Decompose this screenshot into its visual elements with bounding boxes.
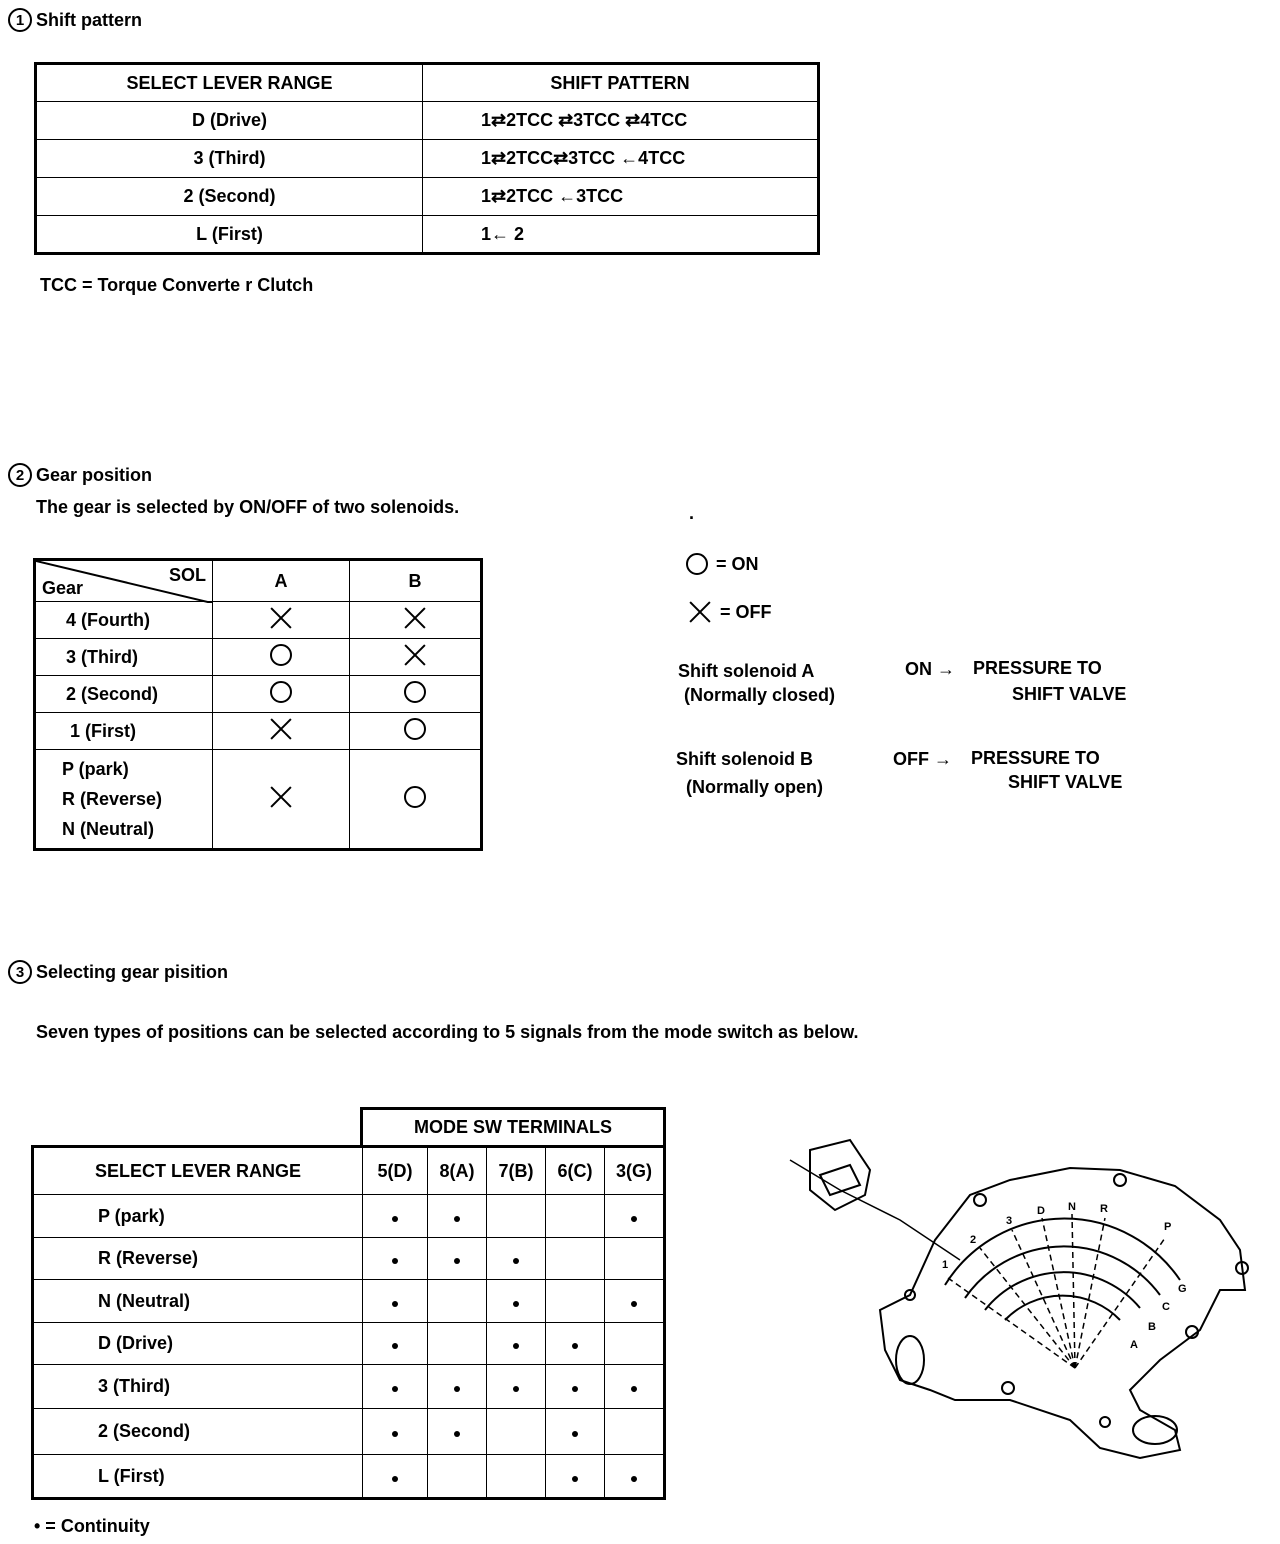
- table-row: [36, 140, 819, 178]
- table-row: [35, 750, 482, 850]
- diagram-labels: [942, 1201, 1187, 1351]
- continuity-cell: [605, 1238, 665, 1280]
- pattern-cell: 1← 2: [423, 216, 819, 254]
- section1-heading: [8, 8, 142, 32]
- table-row: [35, 713, 482, 750]
- label-c: C: [1162, 1301, 1170, 1313]
- gear-position-table: [33, 558, 483, 851]
- table-row: [33, 1409, 665, 1455]
- continuity-cell: [605, 1280, 665, 1323]
- continuity-dot-icon: [454, 1386, 460, 1392]
- section2-number: 2: [8, 463, 32, 487]
- continuity-cell: [487, 1323, 546, 1365]
- tcc-note: TCC = Torque Converte r Clutch: [40, 275, 314, 295]
- continuity-cell: [363, 1323, 428, 1365]
- range-cell: L (First): [36, 216, 423, 254]
- legend-off-label: = OFF: [720, 601, 772, 622]
- col-header-terminal: 8(A): [428, 1147, 487, 1195]
- col-header-terminal: 6(C): [546, 1147, 605, 1195]
- continuity-dot-icon: [513, 1343, 519, 1349]
- continuity-cell: [487, 1280, 546, 1323]
- pattern-cell: 1⇄2TCC⇄3TCC ←4TCC: [423, 140, 819, 178]
- table-row: [36, 102, 819, 140]
- sol-b-name: Shift solenoid B: [676, 749, 813, 769]
- label-2: 2: [970, 1234, 977, 1246]
- label-a: A: [1130, 1339, 1138, 1351]
- continuity-cell: [487, 1365, 546, 1409]
- sol-a-result1: PRESSURE TO: [973, 658, 1102, 678]
- sol-b-cell: [350, 676, 482, 713]
- continuity-dot-icon: [631, 1216, 637, 1222]
- continuity-dot-icon: [513, 1301, 519, 1307]
- sol-b-cell: [350, 602, 482, 639]
- mode-sw-header: MODE SW TERMINALS: [360, 1107, 666, 1145]
- gear-park: P (park): [62, 759, 129, 779]
- table-row: [35, 639, 482, 676]
- continuity-cell: [363, 1455, 428, 1499]
- continuity-dot-icon: [513, 1258, 519, 1264]
- continuity-cell: [428, 1323, 487, 1365]
- continuity-dot-icon: [572, 1431, 578, 1437]
- sol-b-state: (Normally open): [686, 777, 824, 797]
- on-circle-icon: [686, 553, 708, 575]
- section3-title: Selecting gear pisition: [36, 961, 229, 982]
- table-row: [35, 602, 482, 639]
- range-cell: D (Drive): [33, 1323, 363, 1365]
- continuity-cell: [428, 1365, 487, 1409]
- continuity-dot-icon: [392, 1476, 398, 1482]
- continuity-cell: [487, 1455, 546, 1499]
- table-row: [36, 178, 819, 216]
- continuity-note: • = Continuity: [34, 1516, 150, 1536]
- continuity-cell: [605, 1455, 665, 1499]
- continuity-cell: [487, 1195, 546, 1238]
- off-x-icon: [269, 717, 293, 741]
- continuity-cell: [428, 1238, 487, 1280]
- continuity-cell: [428, 1280, 487, 1323]
- continuity-cell: [428, 1409, 487, 1455]
- on-circle-icon: [270, 681, 292, 703]
- off-x-icon: [403, 606, 427, 630]
- continuity-dot-icon: [631, 1301, 637, 1307]
- sol-b-cell: [350, 750, 482, 850]
- gear-cell: 1 (First): [35, 713, 213, 750]
- col-header-terminal: 7(B): [487, 1147, 546, 1195]
- legend-on-label: = ON: [716, 553, 759, 574]
- sol-a-state: (Normally closed): [684, 685, 836, 705]
- continuity-cell: [546, 1323, 605, 1365]
- off-x-icon: [269, 606, 293, 630]
- sol-a-action: ON →: [905, 659, 956, 679]
- shift-pattern-table: [34, 62, 820, 255]
- continuity-cell: [363, 1365, 428, 1409]
- table-row: [33, 1455, 665, 1499]
- range-cell: 3 (Third): [36, 140, 423, 178]
- sol-b-cell: [350, 713, 482, 750]
- continuity-cell: [546, 1409, 605, 1455]
- continuity-cell: [428, 1455, 487, 1499]
- gear-cell: 4 (Fourth): [35, 602, 213, 639]
- table-row: [35, 676, 482, 713]
- gear-cell: 2 (Second): [35, 676, 213, 713]
- table-header-row: [36, 64, 819, 102]
- corner-header: [35, 560, 213, 602]
- continuity-cell: [546, 1238, 605, 1280]
- section1-title: Shift pattern: [36, 9, 142, 30]
- section3-description: Seven types of positions can be selected according to 5 signals from the mode switch as below.: [36, 1022, 859, 1042]
- continuity-dot-icon: [454, 1431, 460, 1437]
- sol-a-result2: SHIFT VALVE: [1012, 684, 1127, 704]
- off-x-icon: [688, 600, 712, 624]
- off-x-icon: [403, 643, 427, 667]
- range-cell: N (Neutral): [33, 1280, 363, 1323]
- continuity-cell: [605, 1409, 665, 1455]
- on-circle-icon: [270, 644, 292, 666]
- label-r: R: [1100, 1203, 1108, 1215]
- table-row: [33, 1323, 665, 1365]
- label-b: B: [1148, 1321, 1156, 1333]
- section3-heading: [8, 960, 228, 984]
- stray-dot: .: [689, 503, 695, 523]
- continuity-cell: [363, 1409, 428, 1455]
- continuity-cell: [546, 1195, 605, 1238]
- pattern-cell: 1⇄2TCC ←3TCC: [423, 178, 819, 216]
- continuity-dot-icon: [392, 1216, 398, 1222]
- label-1: 1: [942, 1259, 949, 1271]
- continuity-cell: [546, 1455, 605, 1499]
- continuity-cell: [487, 1238, 546, 1280]
- continuity-dot-icon: [392, 1343, 398, 1349]
- continuity-cell: [363, 1195, 428, 1238]
- label-n: N: [1068, 1201, 1076, 1213]
- table-row: [33, 1238, 665, 1280]
- legend-on: [686, 553, 759, 575]
- range-cell: P (park): [33, 1195, 363, 1238]
- continuity-dot-icon: [572, 1386, 578, 1392]
- sol-a-cell: [213, 676, 350, 713]
- label-3: 3: [1006, 1215, 1013, 1227]
- continuity-dot-icon: [454, 1216, 460, 1222]
- col-header-terminal: 5(D): [363, 1147, 428, 1195]
- continuity-cell: [487, 1409, 546, 1455]
- label-p: P: [1164, 1221, 1172, 1233]
- continuity-dot-icon: [631, 1476, 637, 1482]
- continuity-dot-icon: [572, 1476, 578, 1482]
- gear-reverse: R (Reverse): [62, 789, 163, 809]
- col-header-range: SELECT LEVER RANGE: [33, 1147, 363, 1195]
- col-header-b: B: [350, 560, 482, 602]
- continuity-cell: [428, 1195, 487, 1238]
- col-header-a: A: [213, 560, 350, 602]
- continuity-dot-icon: [631, 1386, 637, 1392]
- label-d: D: [1037, 1205, 1045, 1217]
- corner-sol-label: SOL: [168, 565, 206, 585]
- pattern-cell: 1⇄2TCC ⇄3TCC ⇄4TCC: [423, 102, 819, 140]
- sol-b-cell: [350, 639, 482, 676]
- corner-gear-label: Gear: [42, 578, 84, 598]
- continuity-dot-icon: [513, 1386, 519, 1392]
- section2-title: Gear position: [36, 464, 153, 485]
- col-header-terminal: 3(G): [605, 1147, 665, 1195]
- mode-switch-diagram: [780, 1130, 1270, 1460]
- continuity-cell: [605, 1365, 665, 1409]
- on-circle-icon: [404, 786, 426, 808]
- sol-a-cell: [213, 750, 350, 850]
- switch-body: [790, 1140, 1248, 1458]
- table-row: [33, 1280, 665, 1323]
- continuity-dot-icon: [392, 1431, 398, 1437]
- section3-number: 3: [8, 960, 32, 984]
- gear-cell: 3 (Third): [35, 639, 213, 676]
- on-circle-icon: [404, 681, 426, 703]
- continuity-cell: [605, 1195, 665, 1238]
- range-cell: R (Reverse): [33, 1238, 363, 1280]
- mode-switch-table: [31, 1145, 666, 1500]
- section2-heading: [8, 463, 152, 487]
- off-x-icon: [269, 785, 293, 809]
- range-cell: D (Drive): [36, 102, 423, 140]
- section2-subtitle: The gear is selected by ON/OFF of two solenoids.: [36, 497, 460, 517]
- gear-neutral: N (Neutral): [62, 819, 155, 839]
- col-header-range: SELECT LEVER RANGE: [36, 64, 423, 102]
- continuity-cell: [546, 1365, 605, 1409]
- range-cell: 2 (Second): [36, 178, 423, 216]
- sol-b-result2: SHIFT VALVE: [1008, 772, 1123, 792]
- continuity-cell: [363, 1280, 428, 1323]
- continuity-cell: [605, 1323, 665, 1365]
- gear-cell-prn: [35, 750, 213, 850]
- continuity-dot-icon: [572, 1343, 578, 1349]
- table-row: [33, 1365, 665, 1409]
- continuity-cell: [546, 1280, 605, 1323]
- continuity-dot-icon: [454, 1258, 460, 1264]
- table-header-row: [33, 1147, 665, 1195]
- range-cell: 3 (Third): [33, 1365, 363, 1409]
- continuity-dot-icon: [392, 1301, 398, 1307]
- col-header-pattern: SHIFT PATTERN: [423, 64, 819, 102]
- table-row: [33, 1195, 665, 1238]
- table-row: [36, 216, 819, 254]
- range-cell: 2 (Second): [33, 1409, 363, 1455]
- sol-a-cell: [213, 713, 350, 750]
- section1-number: 1: [8, 8, 32, 32]
- sol-b-result1: PRESSURE TO: [971, 748, 1100, 768]
- continuity-dot-icon: [392, 1258, 398, 1264]
- continuity-cell: [363, 1238, 428, 1280]
- on-circle-icon: [404, 718, 426, 740]
- sol-b-action: OFF →: [893, 749, 952, 769]
- label-g: G: [1178, 1283, 1187, 1295]
- table-header-row: [35, 560, 482, 602]
- continuity-dot-icon: [392, 1386, 398, 1392]
- sol-a-cell: [213, 639, 350, 676]
- sol-a-name: Shift solenoid A: [678, 661, 815, 681]
- range-cell: L (First): [33, 1455, 363, 1499]
- mode-rows: [33, 1195, 665, 1499]
- legend-off: [688, 600, 772, 624]
- sol-a-cell: [213, 602, 350, 639]
